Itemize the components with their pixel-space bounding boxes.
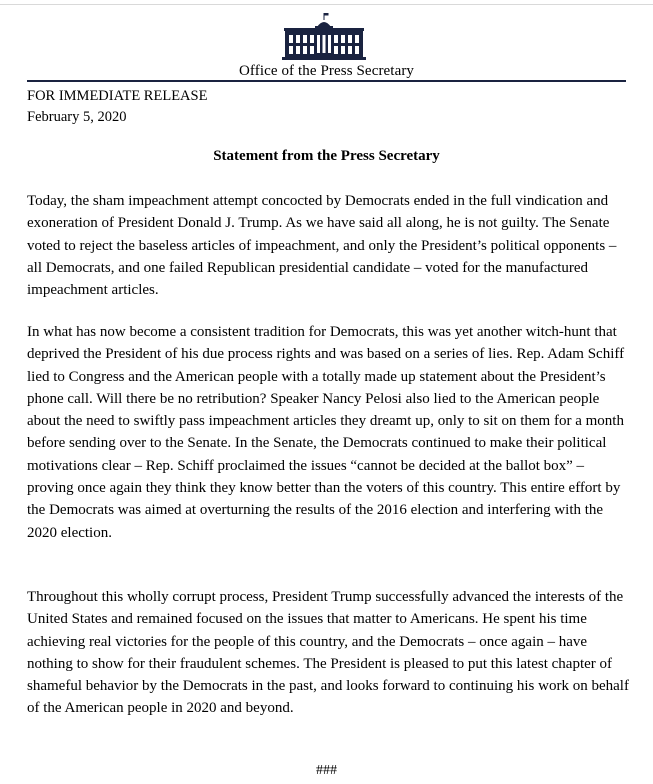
end-mark: ### <box>316 763 337 778</box>
white-house-icon <box>279 12 369 62</box>
office-title-text: Office of the Press Secretary <box>238 63 415 79</box>
statement-title: Statement from the Press Secretary <box>213 148 440 164</box>
top-divider <box>0 4 653 5</box>
header-divider <box>27 80 626 82</box>
statement-paragraph-2: In what has now become a consistent tradition for Democrats, this was yet another witch-hunt that deprived the President of his due process rights and was based on a series of lies. Rep. Adam Schiff lied to Congress and the American people with a totally made up statement about the President’s phone call. Will there be no retribution? Speaker Nancy Pelosi also lied to the American people about the need to swiftly pass impeachment articles they dreamt up, only to sit on them for a month before sending over to the Senate. In the Senate, the Democrats continued to make their political motivations clear – Rep. Schiff proclaimed the issues “cannot be decided at the ballot box” – proving once again they think they know better than the voters of this country. This entire effort by the Democrats was aimed at overturning the results of the 2016 election and interfering with the 2020 election. <box>27 324 625 541</box>
release-label: FOR IMMEDIATE RELEASE <box>27 88 208 104</box>
release-date: February 5, 2020 <box>27 109 127 125</box>
statement-paragraph-3: Throughout this wholly corrupt process, President Trump successfully advanced the interests of the United States and remained focused on the issues that matter to Americans. He spent his time achieving real victories for the people of this country, and the Democrats – once again – have nothing to show for their fraudulent schemes. The President is pleased to put this latest chapter of shameful behavior by the Democrats in the past, and looks forward to continuing his work on behalf of the American people in 2020 and beyond. <box>27 589 629 717</box>
office-title <box>0 62 653 80</box>
statement-paragraph-1: Today, the sham impeachment attempt concocted by Democrats ended in the full vindication and exoneration of President Donald J. Trump. As we have said all along, he is not guilty. The Senate voted to reject the baseless articles of impeachment, and only the President’s political opponents – all Democrats, and one failed Republican presidential candidate – voted for the manufactured impeachment articles. <box>27 193 617 299</box>
